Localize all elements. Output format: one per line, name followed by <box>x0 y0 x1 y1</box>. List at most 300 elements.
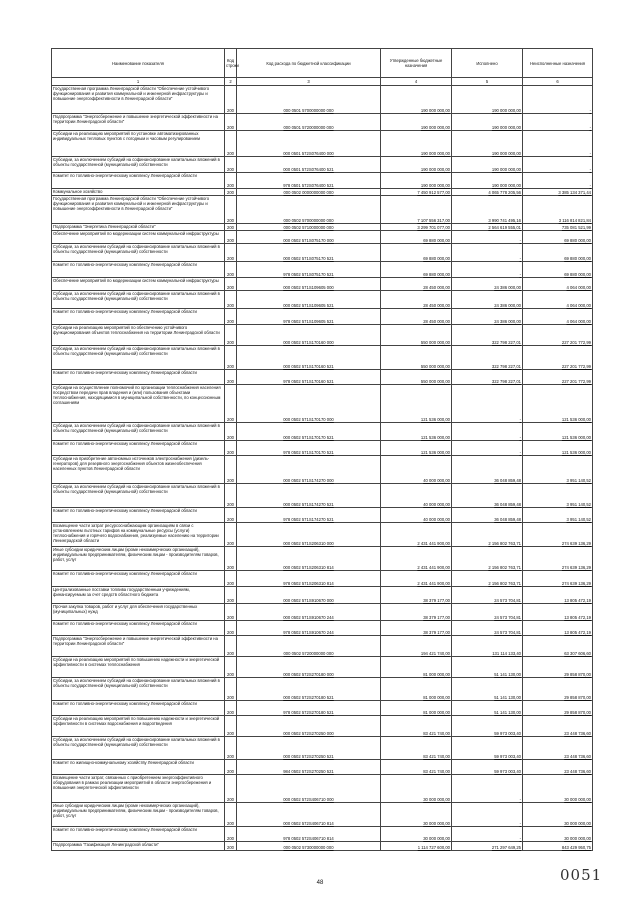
row-budget-code <box>237 423 381 441</box>
row-unexecuted-value: 4 064 000,00 <box>566 285 591 290</box>
row-budget-code <box>237 224 381 231</box>
row-executed <box>452 189 523 196</box>
row-executed-value: 271 297 649,25 <box>491 845 521 850</box>
page-number: 48 <box>316 880 324 886</box>
row-budget-code <box>237 196 381 224</box>
row-approved-value: 1 114 727 600,00 <box>417 845 450 850</box>
row-budget-code <box>237 827 381 842</box>
row-budget-code <box>237 325 381 346</box>
row-budget-code-value: 978 0502 571S075170 521 <box>283 272 334 277</box>
row-executed <box>452 231 523 244</box>
row-executed-value: - <box>519 450 521 455</box>
row-budget-code <box>237 173 381 189</box>
row-name: Комитет по топливно-энергетическому комплексу Ленинградской области <box>52 621 225 636</box>
row-approved-value: 69 880 000,00 <box>423 256 450 261</box>
row-line-code: 200 <box>225 224 237 231</box>
row-approved <box>381 325 452 346</box>
row-approved <box>381 262 452 278</box>
row-executed <box>452 114 523 131</box>
row-name: Комитет по жилищно-коммунальному хозяйству Ленинградской области <box>52 760 225 775</box>
row-line-code: 200 <box>225 484 237 508</box>
archive-stamp: 0051 <box>560 866 603 884</box>
row-unexecuted <box>523 587 593 604</box>
row-name: Возмещение части затрат, связанных с приобретением энергоэффективного оборудования в рамках реализации мероприятий в области энергосбережения и повышения энергетической эффективности <box>52 775 225 803</box>
row-executed <box>452 842 523 851</box>
table-row <box>52 244 593 262</box>
row-budget-code-value: 000 0501 5720000000 000 <box>283 125 334 130</box>
row-name: Иные субсидии юридическим лицам (кроме некоммерческих организаций), индивидуальным предпринимателям, физическим лицам - производителям товаров, работ, услуг <box>52 547 225 571</box>
row-budget-code <box>237 291 381 309</box>
row-unexecuted-value: 29 858 870,00 <box>564 672 591 677</box>
table-row <box>52 604 593 621</box>
row-budget-code <box>237 484 381 508</box>
row-approved <box>381 370 452 385</box>
row-name: Комитет по топливно-энергетическому комплексу Ленинградской области <box>52 701 225 716</box>
row-executed <box>452 760 523 775</box>
header-unexecuted: Неисполненные назначения <box>523 49 593 78</box>
row-budget-code <box>237 621 381 636</box>
row-name: Подпрограмма "Энергетика Ленинградской области" <box>52 224 225 231</box>
row-line-code: 200 <box>225 716 237 737</box>
row-budget-code-value: 000 0502 571S170160 000 <box>283 340 334 345</box>
row-approved-value: 38 379 177,00 <box>423 598 450 603</box>
row-executed <box>452 291 523 309</box>
row-name: Субсидии на реализацию мероприятий по повышению надежности и энергетической эффективности в системах водоснабжения и водоотведения <box>52 716 225 737</box>
row-line-code: 200 <box>225 173 237 189</box>
row-budget-code <box>237 604 381 621</box>
row-unexecuted <box>523 737 593 760</box>
row-name: Комитет по топливно-энергетическому комплексу Ленинградской области <box>52 309 225 325</box>
row-approved <box>381 224 452 231</box>
row-executed <box>452 775 523 803</box>
header-line-code: Код строки <box>225 49 237 78</box>
table-row <box>52 547 593 571</box>
row-budget-code-value: 978 0502 571S170170 521 <box>283 450 334 455</box>
table-row <box>52 370 593 385</box>
row-unexecuted <box>523 657 593 678</box>
row-budget-code <box>237 114 381 131</box>
row-approved <box>381 737 452 760</box>
row-unexecuted <box>523 716 593 737</box>
row-budget-code <box>237 716 381 737</box>
row-executed <box>452 441 523 456</box>
row-budget-code <box>237 231 381 244</box>
row-unexecuted <box>523 224 593 231</box>
row-budget-code-value: 000 0502 571S170170 000 <box>283 417 334 422</box>
row-name: Субсидии на осуществление полномочий по организации теплоснабжения населения посредством передачи прав владения и (или) пользования объектами теплоснабжения, находящимися в муниципальной собственности, по концессионным соглашениям <box>52 385 225 423</box>
row-name: Государственная программа Ленинградской области "Обеспечение устойчивого функционирования и развития коммунальной и инженерной инфраструктуры и повышение энергоэффективности в Ленинградской области" <box>52 196 225 224</box>
row-name: Обеспечение мероприятий по модернизации систем коммунальной инфраструктуры <box>52 278 225 291</box>
row-approved <box>381 587 452 604</box>
row-approved-value: 30 000 000,00 <box>423 797 450 802</box>
row-budget-code <box>237 657 381 678</box>
row-line-code: 200 <box>225 604 237 621</box>
row-approved-value: 190 000 000,00 <box>420 183 450 188</box>
row-budget-code-value: 000 0501 572S076400 000 <box>283 151 334 156</box>
row-executed-value: 2 156 802 763,71 <box>488 541 521 546</box>
row-approved <box>381 657 452 678</box>
row-unexecuted <box>523 262 593 278</box>
row-budget-code <box>237 346 381 370</box>
row-approved-value: 7 107 556 317,00 <box>417 218 450 223</box>
row-name: Субсидии на реализацию мероприятий по повышению надежности и энергетической эффективности в системах теплоснабжения <box>52 657 225 678</box>
row-name: Комитет по топливно-энергетическому комплексу Ленинградской области <box>52 262 225 278</box>
row-budget-code <box>237 508 381 523</box>
table-row <box>52 775 593 803</box>
table-row <box>52 278 593 291</box>
row-executed-value: - <box>519 272 521 277</box>
table-row <box>52 678 593 701</box>
row-approved <box>381 760 452 775</box>
row-executed <box>452 385 523 423</box>
row-name: Обеспечение мероприятий по модернизации систем коммунальной инфраструктуры <box>52 231 225 244</box>
row-executed-value: 4 065 778 205,56 <box>488 190 521 195</box>
row-approved-value: 83 421 740,00 <box>423 754 450 759</box>
row-approved-value: 121 536 000,00 <box>420 450 450 455</box>
table-row <box>52 587 593 604</box>
row-executed-value: - <box>519 836 521 841</box>
table-row <box>52 262 593 278</box>
row-budget-code-value: 000 0502 571S075170 521 <box>283 256 334 261</box>
row-budget-code <box>237 547 381 571</box>
row-line-code: 200 <box>225 291 237 309</box>
table-row <box>52 196 593 224</box>
row-line-code: 200 <box>225 262 237 278</box>
row-unexecuted-value: 3 951 140,52 <box>566 502 591 507</box>
row-unexecuted <box>523 678 593 701</box>
row-unexecuted-value: 63 307 606,60 <box>564 651 591 656</box>
row-unexecuted <box>523 385 593 423</box>
row-executed <box>452 262 523 278</box>
row-executed <box>452 196 523 224</box>
row-line-code: 200 <box>225 157 237 173</box>
row-line-code: 200 <box>225 86 237 114</box>
row-executed-value: 131 114 133,40 <box>492 651 521 656</box>
row-budget-code-value: 000 0502 5710000000 000 <box>283 225 334 230</box>
row-budget-code <box>237 131 381 157</box>
row-line-code: 200 <box>225 678 237 701</box>
row-budget-code-value: 978 0502 572S406710 814 <box>283 836 334 841</box>
table-row <box>52 803 593 827</box>
row-approved-value: 550 000 000,00 <box>420 379 450 384</box>
row-name: Субсидии, за исключением субсидий на софинансирование капитальных вложений в объекты государственной (муниципальной) собственности <box>52 291 225 309</box>
table-row <box>52 385 593 423</box>
row-unexecuted-value: 30 000 000,00 <box>564 836 591 841</box>
row-line-code: 200 <box>225 775 237 803</box>
row-unexecuted <box>523 571 593 587</box>
row-line-code: 200 <box>225 636 237 657</box>
row-executed-value: 59 973 003,40 <box>494 769 521 774</box>
row-line-code: 200 <box>225 244 237 262</box>
row-line-code: 200 <box>225 325 237 346</box>
row-executed <box>452 484 523 508</box>
row-unexecuted <box>523 775 593 803</box>
row-approved <box>381 244 452 262</box>
row-executed-value: 24 573 704,81 <box>494 615 521 620</box>
row-budget-code-value: 000 0502 5730000000 000 <box>283 845 334 850</box>
row-line-code: 200 <box>225 508 237 523</box>
table-row <box>52 716 593 737</box>
row-unexecuted-value: 121 536 000,00 <box>561 435 591 440</box>
table-row <box>52 157 593 173</box>
row-approved-value: 190 000 000,00 <box>420 151 450 156</box>
row-unexecuted <box>523 456 593 484</box>
row-unexecuted-value: 69 880 000,00 <box>564 238 591 243</box>
row-unexecuted <box>523 827 593 842</box>
row-approved-value: 121 536 000,00 <box>420 417 450 422</box>
row-unexecuted-value: 3 116 814 821,84 <box>558 218 591 223</box>
row-executed-value: 322 798 227,01 <box>491 379 521 384</box>
row-approved-value: 38 379 177,00 <box>423 630 450 635</box>
row-budget-code-value: 000 0502 5720000000 000 <box>283 651 334 656</box>
row-approved <box>381 157 452 173</box>
row-unexecuted <box>523 604 593 621</box>
row-budget-code-value: 000 0502 571S174270 521 <box>283 502 334 507</box>
table-row <box>52 224 593 231</box>
row-approved-value: 81 000 000,00 <box>423 710 450 715</box>
row-executed-value: 190 000 000,00 <box>491 167 521 172</box>
row-line-code: 200 <box>225 189 237 196</box>
row-unexecuted-value: 29 858 870,00 <box>564 695 591 700</box>
row-line-code: 200 <box>225 547 237 571</box>
row-unexecuted-value: - <box>589 167 591 172</box>
column-number: 2 <box>225 78 237 86</box>
row-unexecuted-value: 23 448 736,60 <box>564 754 591 759</box>
row-executed-value: 36 048 859,48 <box>494 517 521 522</box>
table-row <box>52 636 593 657</box>
row-line-code: 200 <box>225 587 237 604</box>
table-row <box>52 131 593 157</box>
row-executed-value: 36 048 859,48 <box>494 502 521 507</box>
row-line-code: 200 <box>225 309 237 325</box>
table-row <box>52 523 593 547</box>
row-approved <box>381 547 452 571</box>
row-budget-code <box>237 587 381 604</box>
row-line-code: 200 <box>225 131 237 157</box>
row-executed <box>452 701 523 716</box>
row-budget-code <box>237 441 381 456</box>
row-budget-code <box>237 523 381 547</box>
row-name: Коммунальное хозяйство <box>52 189 225 196</box>
row-line-code: 200 <box>225 278 237 291</box>
row-name: Централизованные поставки топлива государственным учреждениям, финансируемым за счет средств областного бюджета <box>52 587 225 604</box>
row-unexecuted-value: 69 880 000,00 <box>564 256 591 261</box>
row-approved <box>381 571 452 587</box>
table-row <box>52 231 593 244</box>
row-executed <box>452 621 523 636</box>
row-approved-value: 81 000 000,00 <box>423 695 450 700</box>
row-budget-code <box>237 737 381 760</box>
row-line-code: 200 <box>225 385 237 423</box>
row-unexecuted-value: 121 536 000,00 <box>561 417 591 422</box>
row-approved-value: 2 431 441 900,00 <box>417 541 450 546</box>
row-line-code: 200 <box>225 441 237 456</box>
row-executed <box>452 86 523 114</box>
row-executed-value: 59 973 003,40 <box>494 731 521 736</box>
row-approved-value: 81 000 000,00 <box>423 672 450 677</box>
row-approved-value: 2 431 441 900,00 <box>417 565 450 570</box>
row-budget-code <box>237 244 381 262</box>
row-approved <box>381 803 452 827</box>
row-budget-code-value: 978 0502 572S270180 521 <box>283 710 334 715</box>
row-executed-value: 190 000 000,00 <box>491 183 521 188</box>
row-unexecuted <box>523 309 593 325</box>
row-executed <box>452 827 523 842</box>
row-approved <box>381 484 452 508</box>
row-approved <box>381 716 452 737</box>
row-name: Субсидии, за исключением субсидий на софинансирование капитальных вложений в объекты государственной (муниципальной) собственности <box>52 423 225 441</box>
row-executed <box>452 604 523 621</box>
row-approved <box>381 701 452 716</box>
row-unexecuted <box>523 291 593 309</box>
row-unexecuted-value: 274 639 136,29 <box>561 541 591 546</box>
row-name: Субсидии на приобретение автономных источников электроснабжения (дизель-генераторов) для резервного энергоснабжения объектов жизнеобеспечения населенных пунктов Ленинградской области <box>52 456 225 484</box>
row-line-code: 200 <box>225 737 237 760</box>
row-unexecuted-value: 69 880 000,00 <box>564 272 591 277</box>
row-executed-value: - <box>519 821 521 826</box>
row-unexecuted-value: - <box>589 125 591 130</box>
row-executed <box>452 508 523 523</box>
row-budget-code-value: 978 0502 571S170160 521 <box>283 379 334 384</box>
row-executed-value: 51 141 130,00 <box>494 695 521 700</box>
row-unexecuted <box>523 423 593 441</box>
row-executed <box>452 587 523 604</box>
row-unexecuted <box>523 370 593 385</box>
row-executed <box>452 657 523 678</box>
table-row <box>52 508 593 523</box>
row-budget-code-value: 000 0501 5700000000 000 <box>283 108 334 113</box>
row-budget-code-value: 000 0502 571S206310 814 <box>283 565 334 570</box>
column-number: 1 <box>52 78 225 86</box>
row-name: Субсидии, за исключением субсидий на софинансирование капитальных вложений в объекты государственной (муниципальной) собственности <box>52 157 225 173</box>
row-approved <box>381 291 452 309</box>
row-unexecuted-value: 227 201 772,99 <box>561 364 591 369</box>
table-row <box>52 484 593 508</box>
row-approved <box>381 196 452 224</box>
row-unexecuted <box>523 86 593 114</box>
row-budget-code-value: 984 0502 572S270250 521 <box>283 769 334 774</box>
row-name: Субсидии, за исключением субсидий на софинансирование капитальных вложений в объекты государственной (муниципальной) собственности <box>52 737 225 760</box>
row-executed-value: 322 798 227,01 <box>491 364 521 369</box>
row-approved <box>381 604 452 621</box>
row-budget-code <box>237 385 381 423</box>
row-budget-code <box>237 262 381 278</box>
row-approved-value: 190 000 000,00 <box>420 108 450 113</box>
column-number: 3 <box>237 78 381 86</box>
row-approved <box>381 114 452 131</box>
row-budget-code-value: 000 0502 572S270180 000 <box>283 672 334 677</box>
row-approved-value: 40 000 000,00 <box>423 502 450 507</box>
row-name: Комитет по топливно-энергетическому комплексу Ленинградской области <box>52 173 225 189</box>
row-unexecuted <box>523 173 593 189</box>
row-executed <box>452 456 523 484</box>
row-budget-code-value: 000 0502 571S174270 000 <box>283 478 334 483</box>
row-budget-code-value: 000 0501 572S076400 521 <box>283 167 334 172</box>
row-name: Прочая закупка товаров, работ и услуг для обеспечения государственных (муниципальных) нужд <box>52 604 225 621</box>
row-executed <box>452 423 523 441</box>
row-executed <box>452 803 523 827</box>
row-line-code: 200 <box>225 456 237 484</box>
row-unexecuted <box>523 803 593 827</box>
row-unexecuted-value: 23 448 736,60 <box>564 731 591 736</box>
row-approved <box>381 456 452 484</box>
row-approved-value: 40 000 000,00 <box>423 478 450 483</box>
row-approved-value: 83 421 740,00 <box>423 769 450 774</box>
row-unexecuted <box>523 842 593 851</box>
row-approved <box>381 842 452 851</box>
row-budget-code <box>237 775 381 803</box>
row-line-code: 200 <box>225 701 237 716</box>
row-unexecuted-value: 13 805 472,19 <box>564 615 591 620</box>
row-unexecuted <box>523 760 593 775</box>
row-unexecuted-value: 121 536 000,00 <box>561 450 591 455</box>
row-unexecuted <box>523 701 593 716</box>
column-number: 6 <box>523 78 593 86</box>
row-budget-code-value: 000 0502 571S075170 000 <box>283 238 334 243</box>
row-unexecuted-value: 227 201 772,99 <box>561 379 591 384</box>
table-row <box>52 621 593 636</box>
row-budget-code-value: 000 0502 571S170160 521 <box>283 364 334 369</box>
table-header-row <box>52 49 593 78</box>
row-executed-value: 190 000 000,00 <box>491 108 521 113</box>
row-executed-value: - <box>519 256 521 261</box>
row-budget-code <box>237 157 381 173</box>
row-unexecuted-value: - <box>589 108 591 113</box>
row-unexecuted <box>523 523 593 547</box>
row-budget-code <box>237 278 381 291</box>
row-unexecuted <box>523 196 593 224</box>
row-name: Субсидии, за исключением субсидий на софинансирование капитальных вложений в объекты государственной (муниципальной) собственности <box>52 484 225 508</box>
row-executed-value: 24 573 704,81 <box>494 598 521 603</box>
row-executed-value: 322 798 227,01 <box>491 340 521 345</box>
row-approved <box>381 775 452 803</box>
table-row <box>52 86 593 114</box>
row-approved <box>381 309 452 325</box>
row-budget-code-value: 000 0502 572S270250 000 <box>283 731 334 736</box>
row-executed-value: 51 141 130,00 <box>494 710 521 715</box>
table-row <box>52 346 593 370</box>
row-unexecuted <box>523 157 593 173</box>
row-unexecuted <box>523 244 593 262</box>
row-executed-value: 24 386 000,00 <box>494 319 521 324</box>
row-unexecuted-value: 13 805 472,19 <box>564 630 591 635</box>
row-line-code: 200 <box>225 114 237 131</box>
table-row <box>52 309 593 325</box>
row-approved-value: 28 450 000,00 <box>423 285 450 290</box>
row-unexecuted-value: - <box>589 183 591 188</box>
row-name: Субсидии, за исключением субсидий на софинансирование капитальных вложений в объекты государственной (муниципальной) собственности <box>52 244 225 262</box>
row-budget-code-value: 000 0502 5700000000 000 <box>283 218 334 223</box>
row-line-code: 200 <box>225 370 237 385</box>
row-line-code: 200 <box>225 803 237 827</box>
row-executed-value: 3 990 741 495,16 <box>488 218 521 223</box>
row-name: Возмещение части затрат ресурсоснабжающим организациям в связи с установлением льготных тарифов на коммунальные ресурсы (услуги) теплоснабжения и горячего водоснабжения, реализуемые населению на территории Ленинградской области <box>52 523 225 547</box>
row-executed <box>452 278 523 291</box>
row-approved <box>381 827 452 842</box>
column-number: 4 <box>381 78 452 86</box>
table-row <box>52 737 593 760</box>
row-approved-value: 40 000 000,00 <box>423 517 450 522</box>
table-row <box>52 657 593 678</box>
row-approved <box>381 278 452 291</box>
column-number: 5 <box>452 78 523 86</box>
row-approved <box>381 189 452 196</box>
row-approved-value: 83 421 740,00 <box>423 731 450 736</box>
row-approved-value: 190 000 000,00 <box>420 167 450 172</box>
row-unexecuted-value: 23 448 736,60 <box>564 769 591 774</box>
row-unexecuted-value: 30 000 000,00 <box>564 797 591 802</box>
row-executed-value: 36 048 859,48 <box>494 478 521 483</box>
